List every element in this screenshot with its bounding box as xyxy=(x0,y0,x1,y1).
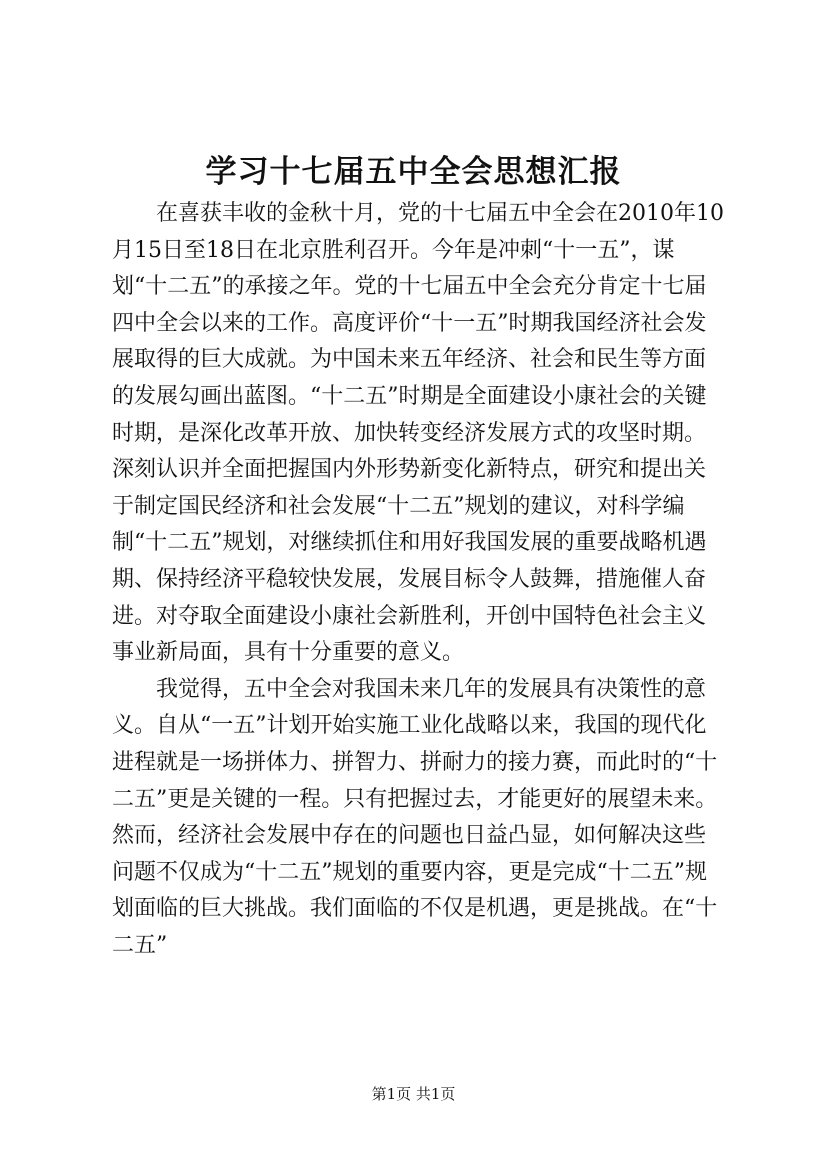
paragraph-2: 我觉得，五中全会对我国未来几年的发展具有决策性的意义。自从“一五”计划开始实施工业化战略以来，我国的现代化进程就是一场拼体力、拼智力、拼耐力的接力赛，而此时的“十二五”更是关键的一程。只有把握过去，才能更好的展望未来。然而，经济社会发展中存在的问题也日益凸显，如何解决这些问题不仅成为“十二五”规划的重要内容，更是完成“十二五”规划面临的巨大挑战。我们面临的不仅是机遇，更是挑战。在“十二五” xyxy=(112,676,718,958)
page-number-footer: 第1页 共1页 xyxy=(371,1085,456,1103)
document-body xyxy=(112,196,724,964)
document-title: 学习十七届五中全会思想汇报 xyxy=(205,154,622,190)
paragraph-1: 在喜获丰收的金秋十月，党的十七届五中全会在2010年10月15日至18日在北京胜利召开。今年是冲刺“十一五”，谋划“十二五”的承接之年。党的十七届五中全会充分肯定十七届四中全会以来的工作。高度评价“十一五”时期我国经济社会发展取得的巨大成就。为中国未来五年经济、社会和民生等方面的发展勾画出蓝图。“十二五”时期是全面建设小康社会的关键时期，是深化改革开放、加快转变经济发展方式的攻坚时期。深刻认识并全面把握国内外形势新变化新特点，研究和提出关于制定国民经济和社会发展“十二五”规划的建议，对科学编制“十二五”规划，对继续抓住和用好我国发展的重要战略机遇期、保持经济平稳较快发展，发展目标令人鼓舞，措施催人奋进。对夺取全面建设小康社会新胜利，开创中国特色社会主义事业新局面，具有十分重要的意义。 xyxy=(112,201,724,666)
